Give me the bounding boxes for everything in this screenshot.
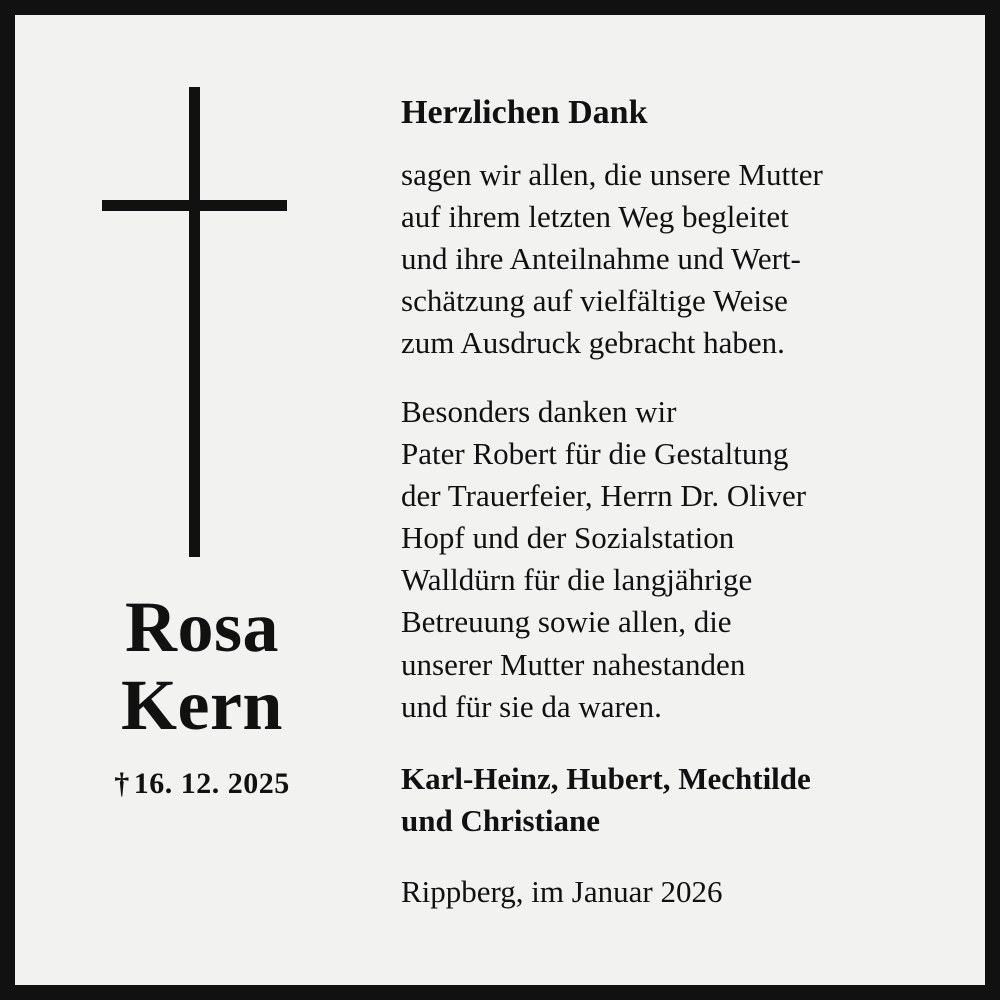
cross-horizontal-bar (102, 200, 287, 211)
cross-vertical-bar (189, 87, 200, 557)
paragraph-line: und ihre Anteilnahme und Wert- (401, 241, 801, 277)
signer-line: und Christiane (401, 802, 600, 838)
death-date-line (114, 767, 290, 801)
cross-icon (102, 87, 302, 557)
deceased-last-name: Kern (121, 664, 283, 745)
paragraph-line: schätzung auf vielfältige Weise (401, 283, 788, 319)
paragraph-line: Hopf und der Sozialstation (401, 520, 735, 556)
death-date-value: 16. 12. 2025 (133, 766, 290, 800)
paragraph-line: sagen wir allen, die unsere Mutter (401, 156, 823, 192)
signer-line: Karl-Heinz, Hubert, Mechtilde (401, 760, 811, 796)
left-column (37, 33, 367, 801)
paragraph-line: Walldürn für die langjährige (401, 562, 753, 598)
paragraph-line: Pater Robert für die Gestaltung (401, 435, 789, 471)
thanks-heading: Herzlichen Dank (401, 94, 648, 131)
paragraph-line: auf ihrem letzten Weg begleitet (401, 198, 789, 234)
paragraph-line: Betreuung sowie allen, die (401, 604, 732, 640)
dagger-icon: † (114, 766, 130, 800)
deceased-first-name: Rosa (124, 587, 279, 667)
right-column (367, 33, 963, 912)
paragraph-line: zum Ausdruck gebracht haben. (401, 325, 785, 361)
paragraph-line: der Trauerfeier, Herrn Dr. Oliver (401, 477, 807, 513)
thanks-paragraph-1 (401, 154, 957, 365)
paragraph-line: unserer Mutter nahestanden (401, 646, 746, 682)
paragraph-line: Besonders danken wir (401, 393, 677, 429)
signers-block (401, 758, 957, 842)
thanks-paragraph-2 (401, 391, 957, 728)
notice-inner-frame (12, 12, 988, 988)
place-and-date: Rippberg, im Januar 2026 (401, 874, 723, 910)
paragraph-line: und für sie da waren. (401, 688, 662, 724)
deceased-name (121, 589, 283, 745)
